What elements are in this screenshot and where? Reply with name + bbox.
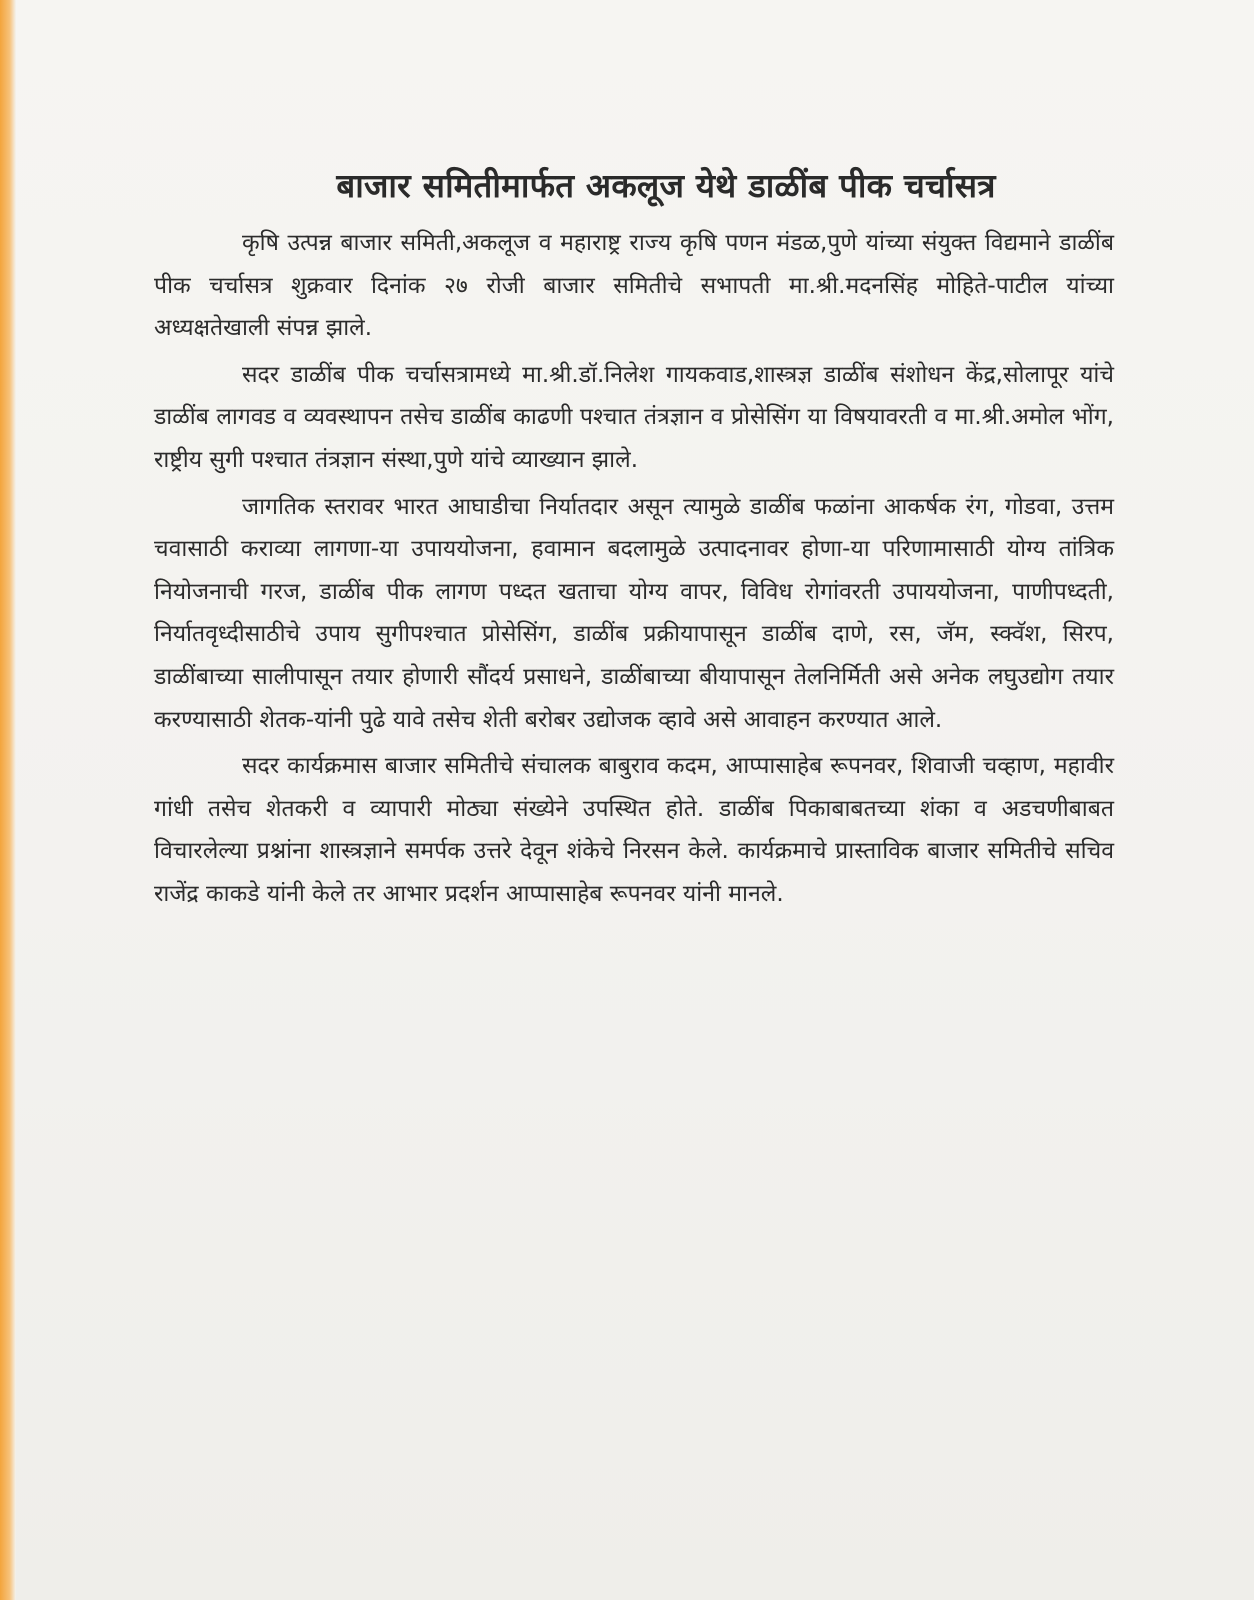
document-page <box>16 0 1254 1600</box>
paragraph-4: सदर कार्यक्रमास बाजार समितीचे संचालक बाबुराव कदम, आप्पासाहेब रूपनवर, शिवाजी चव्हाण, महावीर गांधी तसेच शेतकरी व व्यापारी मोठ्या संख्येने उपस्थित होते. डाळींब पिकाबाबतच्या शंका व अडचणीबाबत विचारलेल्या प्रश्नांना शास्त्रज्ञाने समर्पक उत्तरे देवून शंकेचे निरसन केले. कार्यक्रमाचे प्रास्ताविक बाजार समितीचे सचिव राजेंद्र काकडे यांनी केले तर आभार प्रदर्शन आप्पासाहेब रूपनवर यांनी मानले. <box>154 753 1114 907</box>
document-body <box>154 222 1114 916</box>
paragraph-1: कृषि उत्पन्न बाजार समिती,अकलूज व महाराष्ट्र राज्य कृषि पणन मंडळ,पुणे यांच्या संयुक्त विद्यमाने डाळींब पीक चर्चासत्र शुक्रवार दिनांक २७ रोजी बाजार समितीचे सभापती मा.श्री.मदनसिंह मोहिते-पाटील यांच्या अध्यक्षतेखाली संपन्न झाले. <box>154 230 1114 342</box>
document-title: बाजार समितीमार्फत अकलूज येथे डाळींब पीक चर्चासत्र <box>336 166 996 206</box>
paragraph-2: सदर डाळींब पीक चर्चासत्रामध्ये मा.श्री.डॉ.निलेश गायकवाड,शास्त्रज्ञ डाळींब संशोधन केंद्र,सोलापूर यांचे डाळींब लागवड व व्यवस्थापन तसेच डाळींब काढणी पश्चात तंत्रज्ञान व प्रोसेसिंग या विषयावरती व मा.श्री.अमोल भोंग, राष्ट्रीय सुगी पश्चात तंत्रज्ञान संस्था,पुणे यांचे व्याख्यान झाले. <box>154 361 1114 473</box>
paragraph-3: जागतिक स्तरावर भारत आघाडीचा निर्यातदार असून त्यामुळे डाळींब फळांना आकर्षक रंग, गोडवा, उत्तम चवासाठी कराव्या लागणा-या उपाययोजना, हवामान बदलामुळे उत्पादनावर होणा-या परिणामासाठी योग्य तांत्रिक नियोजनाची गरज, डाळींब पीक लागण पध्दत खताचा योग्य वापर, विविध रोगांवरती उपाययोजना, पाणीपध्दती, निर्यातवृध्दीसाठीचे उपाय सुगीपश्चात प्रोसेसिंग, डाळींब प्रक्रीयापासून डाळींब दाणे, रस, जॅम, स्क्वॅश, सिरप, डाळींबाच्या सालीपासून तयार होणारी सौंदर्य प्रसाधने, डाळींबाच्या बीयापासून तेलनिर्मिती असे अनेक लघुउद्योग तयार करण्यासाठी शेतक-यांनी पुढे यावे तसेच शेती बरोबर उद्योजक व्हावे असे आवाहन करण्यात आले. <box>154 493 1114 733</box>
page-edge-strip <box>0 0 16 1600</box>
